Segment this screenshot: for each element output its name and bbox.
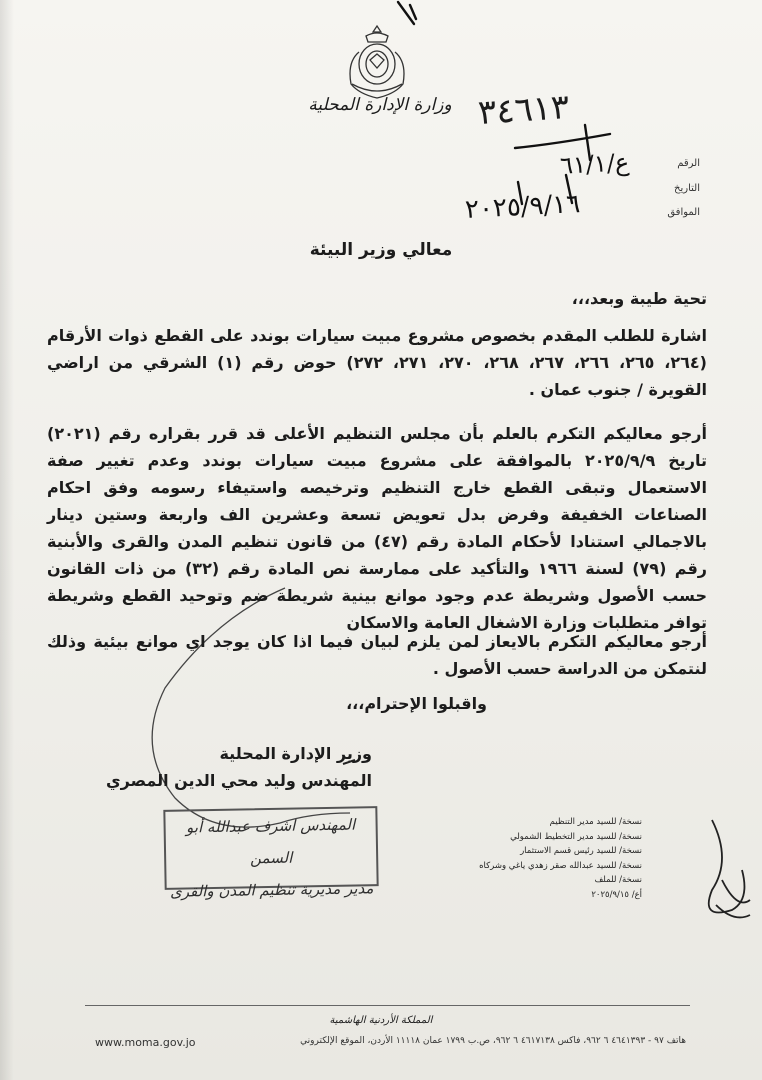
handwritten-incoming-number: ٣٤٦١٣ bbox=[476, 86, 571, 134]
footer-kingdom: المملكة الأردنية الهاشمية bbox=[329, 1015, 433, 1026]
official-stamp bbox=[163, 806, 378, 901]
paragraph-3: أرجو معاليكم التكرم بالايعاز لمن يلزم لبيان فيما اذا كان يوجد اي موانع بيئية وذلك لنتمكن من الدراسة حسب الأصول . bbox=[47, 632, 707, 678]
handwritten-ref: ع/٦١/١ bbox=[559, 148, 630, 180]
stamp-line-2: مدير مديرية تنظيم المدن والقرى bbox=[169, 879, 374, 901]
closing: واقبلوا الإحترام،،، bbox=[346, 694, 487, 713]
coat-of-arms-icon bbox=[340, 22, 414, 102]
cc-item: نسخة/ للسيد مدير التخطيط الشمولي bbox=[510, 831, 642, 842]
ref-label: الرقم bbox=[677, 158, 700, 169]
paragraph-1: اشارة للطلب المقدم بخصوص مشروع مبيت سيارات بوندد على القطع ذوات الأرقام (٢٦٤، ٢٦٥، ٢٦٦، ٢٦٧، ٢٦٨، ٢٧٠، ٢٧١، ٢٧٢) حوض رقم (١) الشرقي من اراضي القويرة / جنوب عمان . bbox=[47, 326, 707, 399]
cc-item: نسخة/ للسيد رئيس قسم الاستثمار bbox=[520, 846, 642, 856]
cc-item: نسخة/ للسيد مدير التنظيم bbox=[549, 817, 642, 827]
paragraph-2: أرجو معاليكم التكرم بالعلم بأن مجلس التنظيم الأعلى قد قرر بقراره رقم (٢٠٢١) تاريخ ٢٠٢٥/٩/٩ بالموافقة على مشروع مبيت سيارات بوندد وعدم تغيير صفة الاستعمال وتبقى القطع خارج التنظيم وترخيصه واستيفاء رسومه وفق احكام الصناعات الخفيفة وفرض بدل تعويض تسعة وعشرين الف واربعة وستين دينار بالاجمالي استنادا لأحكام المادة رقم (٤٧) من قانون تنظيم المدن والقرى والأبنية رقم (٧٩) لسنة ١٩٦٦ والتأكيد على ممارسة نص المادة رقم (٣٢) من ذات القانون حسب الأصول وشريطة عدم وجود موانع بينية شريطة ضم وتوحيد القطع وشريطة توافر متطلبات وزارة الاشغال العامة والاسكان bbox=[47, 424, 708, 632]
cc-item: نسخة/ للسيد عبدالله صقر زهدي ياغي وشركاه bbox=[479, 860, 642, 871]
date-label: التاريخ bbox=[674, 183, 700, 194]
addressee: معالي وزير البيئة bbox=[309, 240, 453, 260]
ministry-name: وزارة الإدارة المحلية bbox=[308, 95, 452, 115]
footer-contact: هاتف ٩٧ - ٤٦٤١٣٩٣ ٦ ٩٦٢، فاكس ٤٦١٧١٣٨ ٦ ٩٦٢، ص.ب ١٧٩٩ عمان ١١١١٨ الأردن، الموقع الإلكتروني bbox=[300, 1036, 686, 1046]
page-edge-shadow bbox=[0, 0, 14, 1080]
cc-initials: أع/ ٢٠٢٥/٩/١٥ bbox=[591, 889, 642, 900]
signatory-name: المهندس وليد محي الدين المصري bbox=[105, 771, 372, 790]
footer-website-link[interactable]: www.moma.gov.jo bbox=[95, 1036, 196, 1049]
stamp-line-1: المهندس اشرف عبدالله أبو السمن bbox=[185, 815, 356, 868]
carbon-copy-list bbox=[479, 815, 642, 902]
cc-item: نسخة/ للملف bbox=[594, 875, 642, 885]
greeting: تحية طيبة وبعد،،، bbox=[571, 289, 707, 308]
footer-divider bbox=[85, 1005, 690, 1006]
handwritten-gregorian-date: ٢٠٢٥/٩/١٦ bbox=[464, 189, 581, 225]
signature-block bbox=[106, 740, 372, 794]
corresponding-label: الموافق bbox=[667, 207, 700, 218]
signatory-title: وزير الإدارة المحلية bbox=[219, 744, 372, 763]
